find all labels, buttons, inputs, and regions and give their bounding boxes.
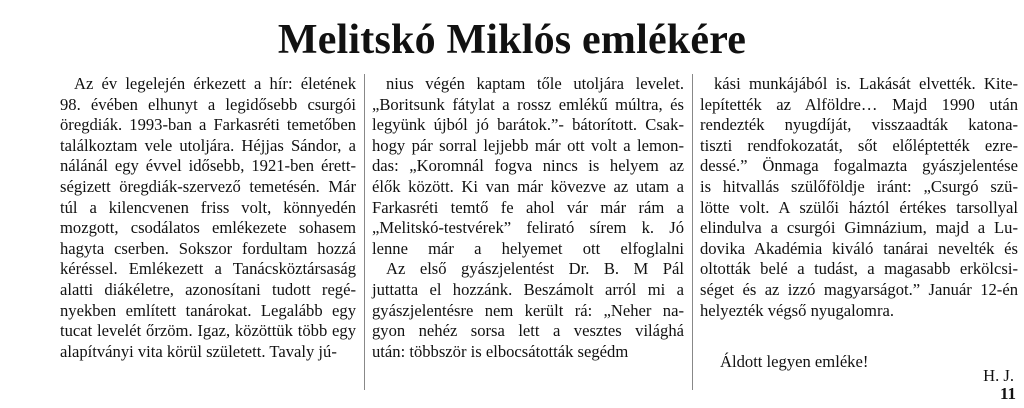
text-line: nyekben említett tanárokat. Legalább egy: [60, 300, 356, 320]
text-line: tiszti rendfokozatát, sőt előléptették ezre-: [700, 135, 1018, 155]
text-line: Farkasréti temtő fe ahol vár már rám a: [372, 197, 684, 217]
text-line: kási munkájából is. Lakását elvették. Kite-: [714, 74, 1018, 93]
text-line: lenne már a helyemet ott elfoglalni: [372, 238, 684, 258]
author-signature: H. J.: [983, 366, 1014, 385]
text-line: legyünk újból jó barátok.”- bátorított. Csak-: [372, 115, 684, 135]
text-line: séget és az izzó magyarságot.” Január 12-én: [700, 279, 1018, 299]
text-line: lepítették az Alföldre… Majd 1990 után: [700, 94, 1018, 114]
text-line: hogy pár sorral lejjebb már ott volt a lemon-: [372, 135, 684, 155]
text-column-3: [700, 74, 1018, 321]
text-line: nius végén kaptam tőle utoljára levelet.: [386, 74, 684, 93]
text-line: helyezték végső nyugalomra.: [700, 300, 894, 320]
text-line: gyon nehéz sorsa lett a vesztes világhá: [372, 321, 684, 341]
text-column-1: [60, 74, 356, 362]
article-title: Melitskó Miklós emlékére: [277, 17, 747, 63]
text-line: elindulva a csurgói Gimnázium, majd a Lu-: [700, 218, 1018, 238]
text-line: gyászjelentésre nem került rá: „Neher na-: [372, 300, 684, 320]
text-line: ségizett öregdiák-szervező temetésén. Már: [60, 176, 356, 196]
text-line: mozgott, csodálatos emlékezete sohasem: [60, 218, 356, 238]
text-line: dovika Akadémia kiváló tanárai nevelték és: [700, 238, 1018, 258]
text-line: Az év legelején érkezett a hír: életének: [74, 74, 356, 93]
text-line: is hitvallás szülőföldje iránt: „Csurgó szü-: [700, 176, 1018, 196]
text-line: rendezték nyugdíját, visszaadták katona-: [700, 115, 1018, 135]
text-line: Az első gyászjelentést Dr. B. M Pál: [386, 259, 684, 279]
text-line: lötte volt. A szülői háztól értékes tarsollyal: [700, 197, 1018, 217]
text-line: találkoztam vele utoljára. Héjjas Sándor, a: [60, 135, 356, 155]
text-line: öregdiák. 1993-ban a Farkasréti temetőben: [60, 115, 356, 135]
column-divider: [364, 74, 365, 390]
text-line: nálánál egy évvel idősebb, 1921-ben érett-: [60, 156, 356, 176]
text-line: után: többször is elbocsátották segédm: [372, 341, 629, 361]
text-line: tucat levelét őrzöm. Igaz, közöttük több egy: [60, 321, 356, 341]
text-line: „Melitskó-testvérek” felirató sírem k. Jó: [372, 218, 684, 238]
text-line: alatti diákéletre, azonosítani tudott regé-: [60, 279, 356, 299]
text-line: hagyta cserben. Sokszor fordultam hozzá: [60, 238, 356, 258]
text-line: 98. évében elhunyt a legidősebb csurgói: [60, 94, 356, 114]
column-divider: [692, 74, 693, 390]
text-line: „Boritsunk fátylat a rossz emlékű múltra, és: [372, 94, 684, 114]
text-line: túl a kilencvenen friss volt, könnyedén: [60, 197, 356, 217]
text-line: oltották belé a tudást, a magasabb erkölcsi-: [700, 259, 1018, 279]
text-line: das: „Koromnál fogva nincs is helyem az: [372, 156, 684, 176]
text-line: juttatta el hozzánk. Beszámolt arról mi a: [372, 279, 684, 299]
text-line: élők között. Ki van már kövezve az utam a: [372, 176, 684, 196]
closing-line: Áldott legyen emléke!: [720, 352, 869, 371]
page-number: 11: [999, 384, 1016, 403]
text-line: kéréssel. Emlékezett a Tanácsköztársaság: [60, 259, 356, 279]
text-line: alapítványi vita körül született. Tavaly jú-: [60, 341, 337, 361]
text-column-2: [372, 74, 684, 362]
text-line: dessé.” Önmaga fogalmazta gyászjelentése: [700, 156, 1018, 176]
